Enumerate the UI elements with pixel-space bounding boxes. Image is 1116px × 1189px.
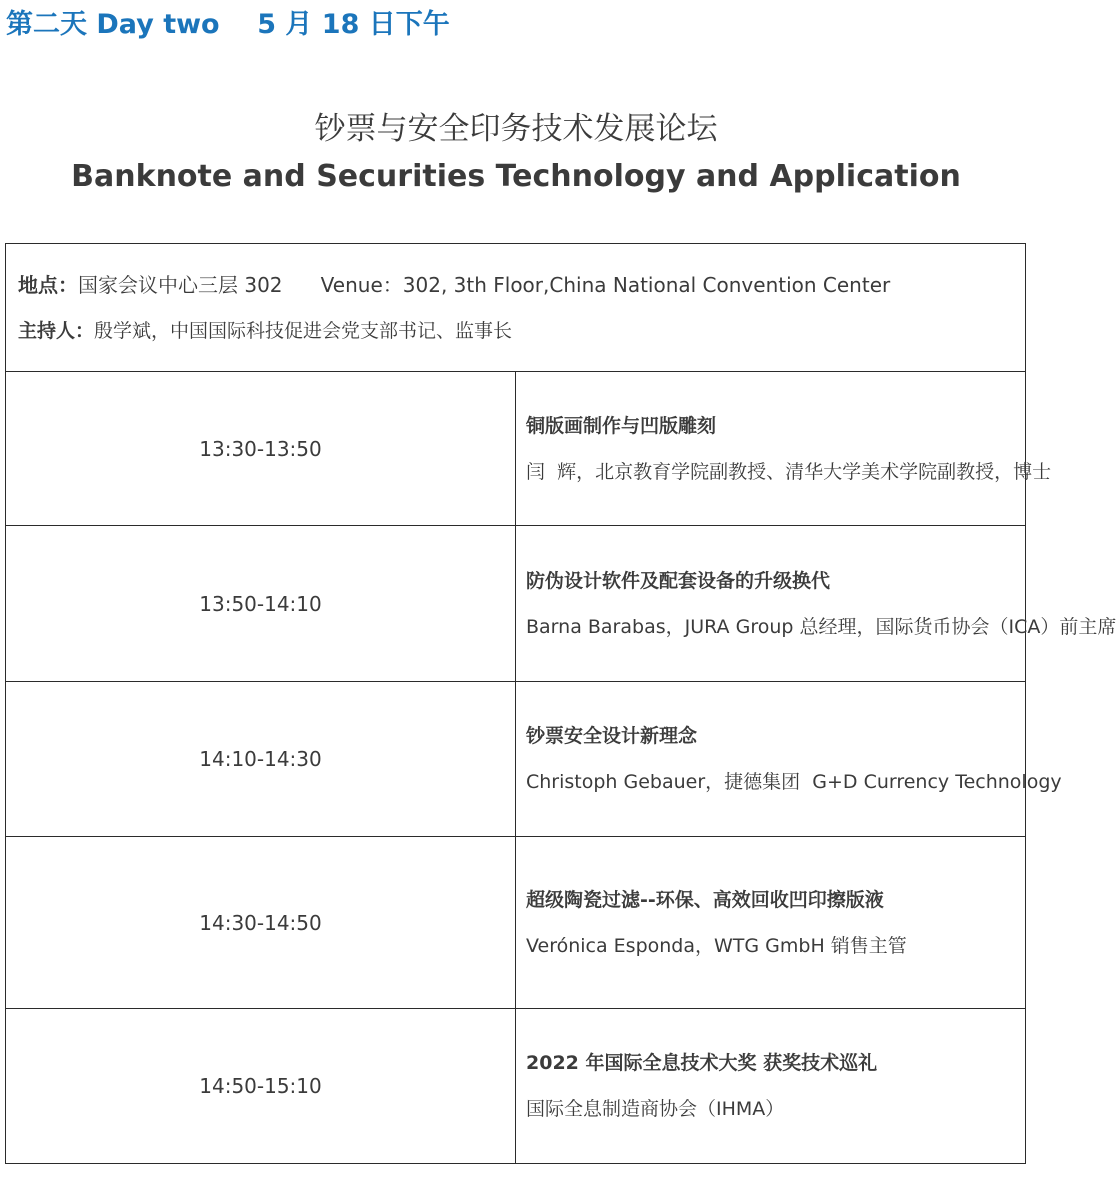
forum-title-english: Banknote and Securities Technology and Application xyxy=(71,159,961,194)
session-details xyxy=(516,1009,1026,1164)
session-row xyxy=(6,526,1026,682)
session-speaker: Barna Barabas，JURA Group 总经理，国际货币协会（ICA）前主席 xyxy=(526,615,1116,638)
venue-text: 国家会议中心三层 302 Venue：302, 3th Floor,China National Convention Center xyxy=(78,272,891,297)
session-time: 14:50-15:10 xyxy=(6,1009,516,1164)
session-details xyxy=(516,372,1052,526)
session-speaker: Verónica Esponda，WTG GmbH 销售主管 xyxy=(526,934,907,957)
session-speaker: 闫 辉，北京教育学院副教授、清华大学美术学院副教授，博士 xyxy=(526,460,1052,483)
host-label: 主持人： xyxy=(18,319,95,342)
session-time: 13:30-13:50 xyxy=(6,372,516,526)
schedule-table xyxy=(5,243,1116,1164)
session-details xyxy=(516,682,1062,837)
session-title: 2022 年国际全息技术大奖 获奖技术巡礼 xyxy=(526,1052,878,1074)
venue-label: 地点： xyxy=(18,272,78,297)
session-speaker: Christoph Gebauer，捷德集团 G+D Currency Technology xyxy=(526,771,1062,793)
session-time: 14:30-14:50 xyxy=(6,837,516,1009)
session-title: 超级陶瓷过滤--环保、高效回收凹印擦版液 xyxy=(526,888,884,911)
session-time: 14:10-14:30 xyxy=(6,682,516,837)
session-row xyxy=(6,682,1026,837)
session-row xyxy=(6,837,1026,1009)
session-row xyxy=(6,1009,1026,1164)
host-line xyxy=(18,308,1025,354)
session-title: 铜版画制作与凹版雕刻 xyxy=(526,414,717,437)
session-title: 防伪设计软件及配套设备的升级换代 xyxy=(526,569,831,592)
session-speaker: 国际全息制造商协会（IHMA） xyxy=(526,1098,785,1120)
session-details xyxy=(516,837,1026,1009)
host-text: 殷学斌，中国国际科技促进会党支部书记、监事长 xyxy=(94,319,513,342)
info-row xyxy=(6,244,1026,372)
session-title: 钞票安全设计新理念 xyxy=(526,725,698,747)
session-time: 13:50-14:10 xyxy=(6,526,516,682)
venue-line xyxy=(18,262,1025,308)
forum-title-chinese: 钞票与安全印务技术发展论坛 xyxy=(314,111,718,147)
session-details xyxy=(516,526,1116,682)
day-header: 第二天 Day two 5 月 18 日下午 xyxy=(6,9,450,40)
info-cell xyxy=(6,244,1026,372)
session-row xyxy=(6,372,1026,526)
